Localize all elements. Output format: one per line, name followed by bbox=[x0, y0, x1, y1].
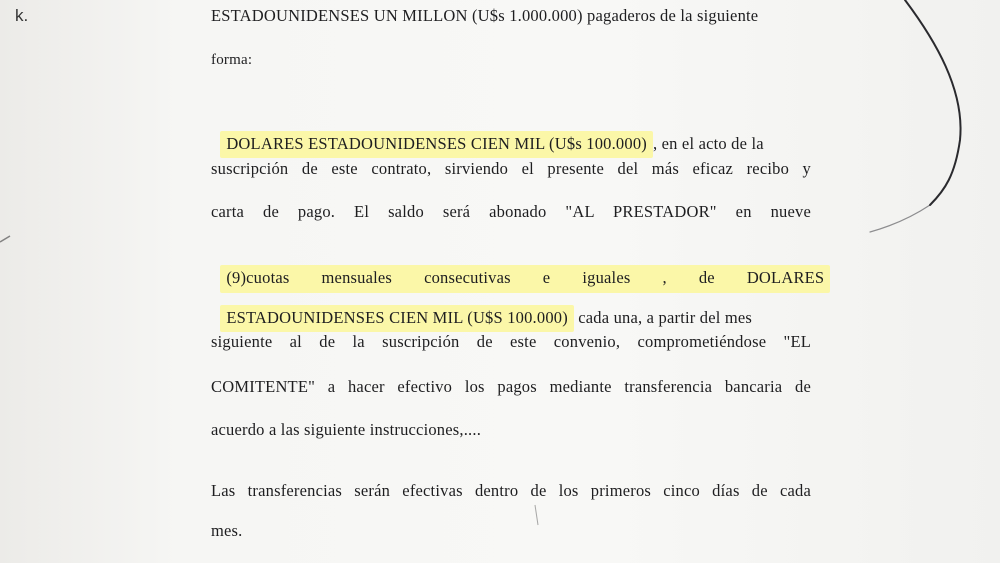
paragraph-2-line-2: suscripción de este contrato, sirviendo el presente del más eficaz recibo y bbox=[211, 159, 811, 178]
highlighted-installments: (9)cuotas mensuales consecutivas e iguales , de DOLARES bbox=[220, 265, 830, 293]
paragraph-2-line-1-rest: , en el acto de la bbox=[652, 134, 764, 153]
bracket-pen-stroke bbox=[905, 0, 961, 205]
paragraph-1-line-2: forma: bbox=[211, 52, 253, 68]
left-edge-mark bbox=[0, 236, 10, 242]
paragraph-2-line-6: siguiente al de la suscripción de este convenio, comprometiéndose "EL bbox=[211, 332, 811, 351]
paragraph-2-line-5-rest: cada una, a partir del mes bbox=[573, 308, 753, 327]
paragraph-2-line-7: COMITENTE" a hacer efectivo los pagos mediante transferencia bancaria de bbox=[211, 377, 811, 396]
center-stray-mark bbox=[535, 505, 538, 525]
paragraph-2-line-8: acuerdo a las siguiente instrucciones,.... bbox=[211, 420, 482, 439]
paragraph-3-line-2: mes. bbox=[211, 521, 243, 540]
paragraph-2-line-3: carta de pago. El saldo será abonado "AL PRESTADOR" en nueve bbox=[211, 202, 811, 221]
highlighted-amount-2: ESTADOUNIDENSES CIEN MIL (U$S 100.000) bbox=[220, 305, 574, 332]
bracket-pen-tail bbox=[870, 205, 930, 232]
highlighted-amount-1: DOLARES ESTADOUNIDENSES CIEN MIL (U$s 100.000) bbox=[220, 131, 653, 158]
margin-mark: k. bbox=[15, 6, 29, 25]
paragraph-3-line-1: Las transferencias serán efectivas dentro de los primeros cinco días de cada bbox=[211, 481, 811, 500]
paragraph-1-line-1: ESTADOUNIDENSES UN MILLON (U$s 1.000.000) pagaderos de la siguiente bbox=[211, 6, 759, 25]
